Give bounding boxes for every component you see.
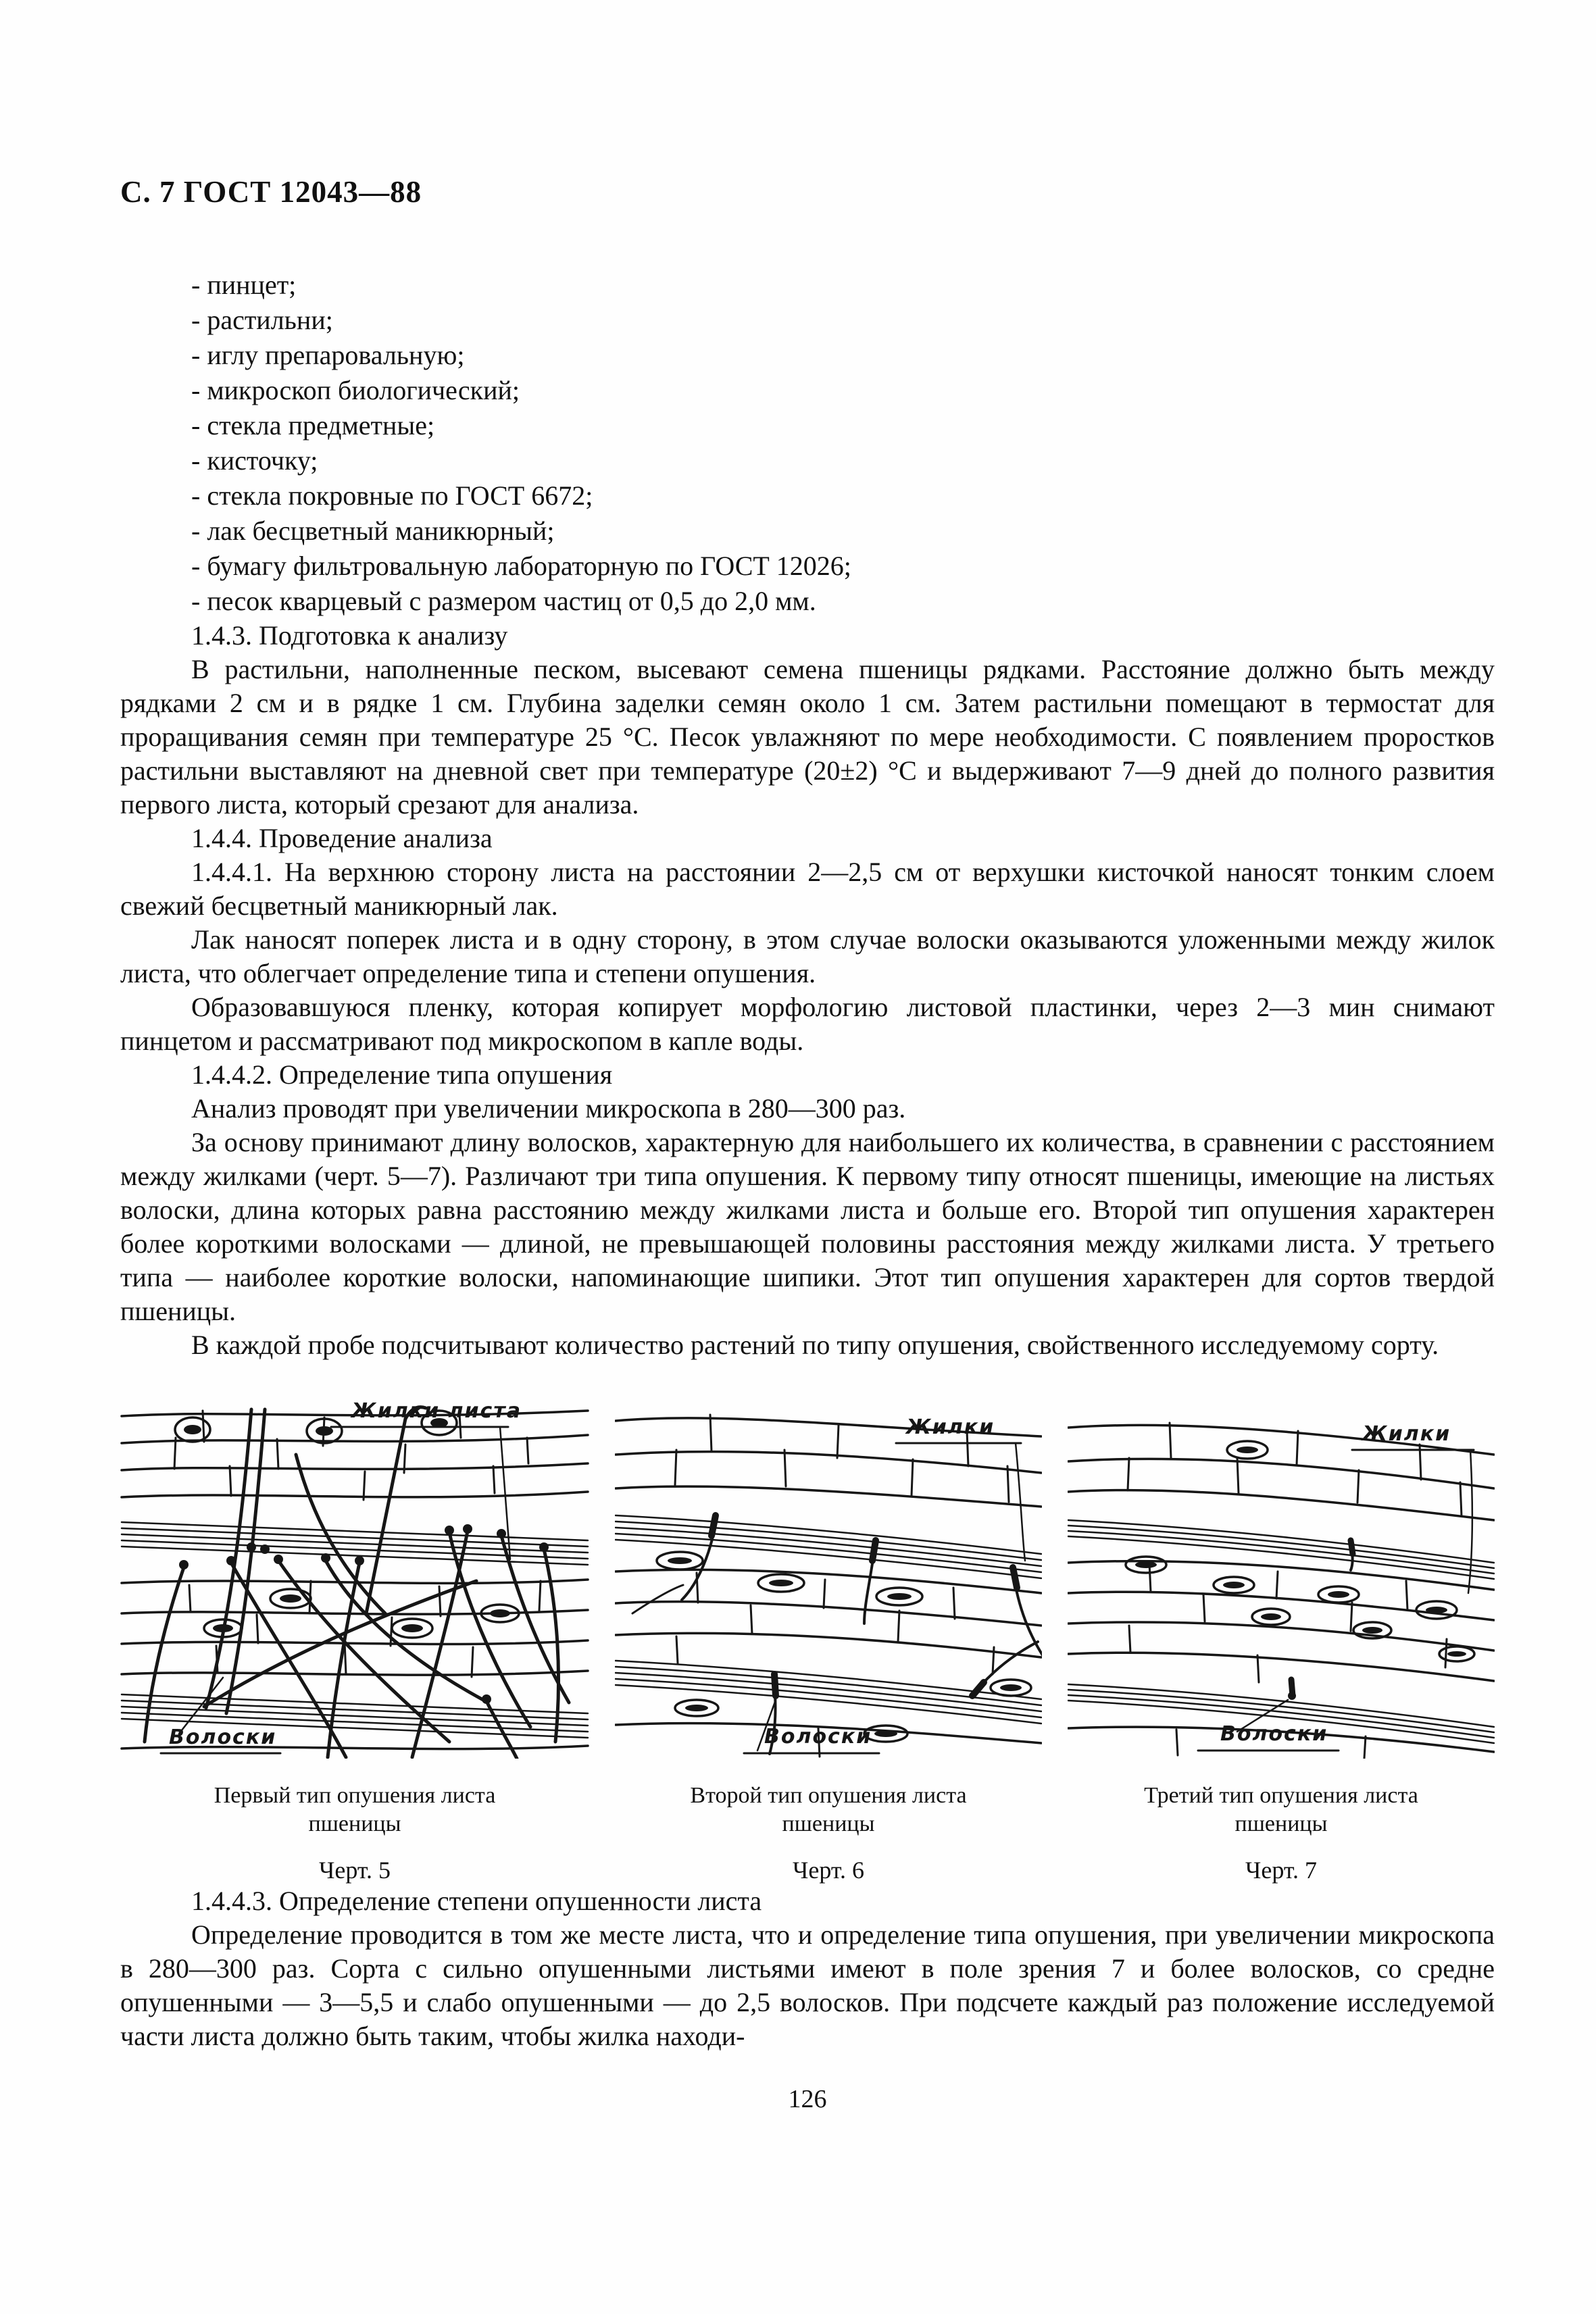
wheat-leaf-drawing-type2: [615, 1390, 1042, 1759]
veins-label: Жилки листа: [351, 1399, 522, 1423]
hairs-label: Волоски: [169, 1726, 277, 1749]
veins-label: Жилки: [1362, 1422, 1451, 1446]
equipment-list: [120, 268, 1495, 619]
section-1-4-4-heading: 1.4.4. Проведение анализа: [191, 823, 493, 853]
figure-chert-5: [120, 1390, 589, 1884]
figure-chert-6: [615, 1390, 1042, 1884]
figure-number: Черт. 5: [319, 1857, 391, 1884]
section-1-4-4-1-paragraph: Образовавшуюся пленку, которая копирует морфологию листовой пластинки, через 2—3 мин снимают пинцетом и рассматривают под микроскопом в капле воды.: [120, 992, 1495, 1056]
figures-row: [120, 1390, 1495, 1884]
section-1-4-4-1-paragraph: Лак наносят поперек листа и в одну сторону, в этом случае волоски оказываются уложенными между жилок листа, что облегчает определение типа и степени опушения.: [120, 924, 1495, 988]
stomata: [657, 1552, 1031, 1742]
wheat-leaf-drawing-type3: [1068, 1390, 1495, 1759]
section-1-4-4-2-heading: 1.4.4.2. Определение типа опушения: [191, 1059, 613, 1090]
page-title: С. 7 ГОСТ 12043—88: [120, 175, 422, 209]
list-item: - растильни;: [191, 305, 333, 335]
figure-chert-7: [1068, 1390, 1495, 1884]
section-1-4-4-2-paragraph: За основу принимают длину волосков, характерную для наибольшего их количества, в сравнении с расстоянием между жилками (черт. 5—7). Различают три типа опушения. К первому типу относят пшеницы, имеющие на листьях волоски, длина которых равна расстоянию между жилками листа и больше его. Второй тип опушения характерен более короткими волосками — длиной, не превышающей половины расстояния между жилками листа. У третьего типа — наиболее короткие волоски, напоминающие шипики. Этот тип опушения характерен для сортов твердой пшеницы.: [120, 1127, 1495, 1326]
hairs-label: Волоски: [764, 1725, 872, 1749]
list-item: - кисточку;: [191, 445, 318, 476]
hairs: [632, 1515, 1042, 1754]
section-1-4-4-2-paragraph: Анализ проводят при увеличении микроскопа в 280—300 раз.: [191, 1093, 906, 1124]
list-item: - иглу препаровальную;: [191, 340, 465, 370]
section-1-4-4-3-heading: 1.4.4.3. Определение степени опушенности листа: [191, 1886, 762, 1916]
figure-caption: Третий тип опушения листа пшеницы: [1144, 1783, 1418, 1836]
figure-caption: Второй тип опушения листа пшеницы: [690, 1783, 967, 1836]
list-item: - стекла предметные;: [191, 410, 435, 441]
list-item: - стекла покровные по ГОСТ 6672;: [191, 480, 593, 511]
figure-caption: Первый тип опушения листа пшеницы: [214, 1783, 496, 1836]
list-item: - песок кварцевый с размером частиц от 0,5 до 2,0 мм.: [191, 586, 816, 616]
stomata: [175, 1411, 519, 1638]
list-item: - пинцет;: [191, 270, 297, 300]
figure-number: Черт. 7: [1245, 1857, 1317, 1884]
section-1-4-4-2-paragraph: В каждой пробе подсчитывают количество растений по типу опушения, свойственного исследуемому сорту.: [191, 1330, 1439, 1360]
list-item: - микроскоп биологический;: [191, 375, 520, 405]
veins-label: Жилки: [906, 1415, 995, 1439]
wheat-leaf-drawing-type1: [120, 1390, 589, 1759]
vein-band: [1068, 1520, 1494, 1743]
list-item: - бумагу фильтровальную лабораторную по ГОСТ 12026;: [191, 551, 851, 581]
list-item: - лак бесцветный маникюрный;: [191, 515, 555, 546]
figure-number: Черт. 6: [793, 1857, 864, 1884]
hairs: [1288, 1540, 1353, 1700]
page-number: 126: [788, 2085, 827, 2113]
section-1-4-3-body: В растильни, наполненные песком, высевают семена пшеницы рядками. Расстояние должно быть между рядками 2 см и в рядке 1 см. Глубина заделки семян около 1 см. Затем растильни помещают в термостат для проращивания семян при температуре 25 °С. Песок увлажняют по мере необходимости. С появлением проростков растильни выставляют на дневной свет при температуре (20±2) °С и выдерживают 7—9 дней до полного развития первого листа, который срезают для анализа.: [120, 654, 1495, 820]
section-1-4-4-3-body: Определение проводится в том же месте листа, что и определение типа опушения, при увеличении микроскопа в 280—300 раз. Сорта с сильно опушенными листьями имеют в поле зрения 7 и более волосков, со средне опушенными — 3—5,5 и слабо опушенными — до 2,5 волосков. При подсчете каждый раз положение исследуемой части листа должно быть таким, чтобы жилка находи-: [120, 1919, 1495, 2051]
cell-rows: [1068, 1425, 1494, 1752]
section-1-4-4-1-paragraph: 1.4.4.1. На верхнюю сторону листа на расстоянии 2—2,5 см от верхушки кисточкой наносят тонким слоем свежий бесцветный маникюрный лак.: [120, 857, 1495, 921]
section-1-4-3-heading: 1.4.3. Подготовка к анализу: [191, 620, 508, 651]
hairs-label: Волоски: [1220, 1722, 1328, 1746]
